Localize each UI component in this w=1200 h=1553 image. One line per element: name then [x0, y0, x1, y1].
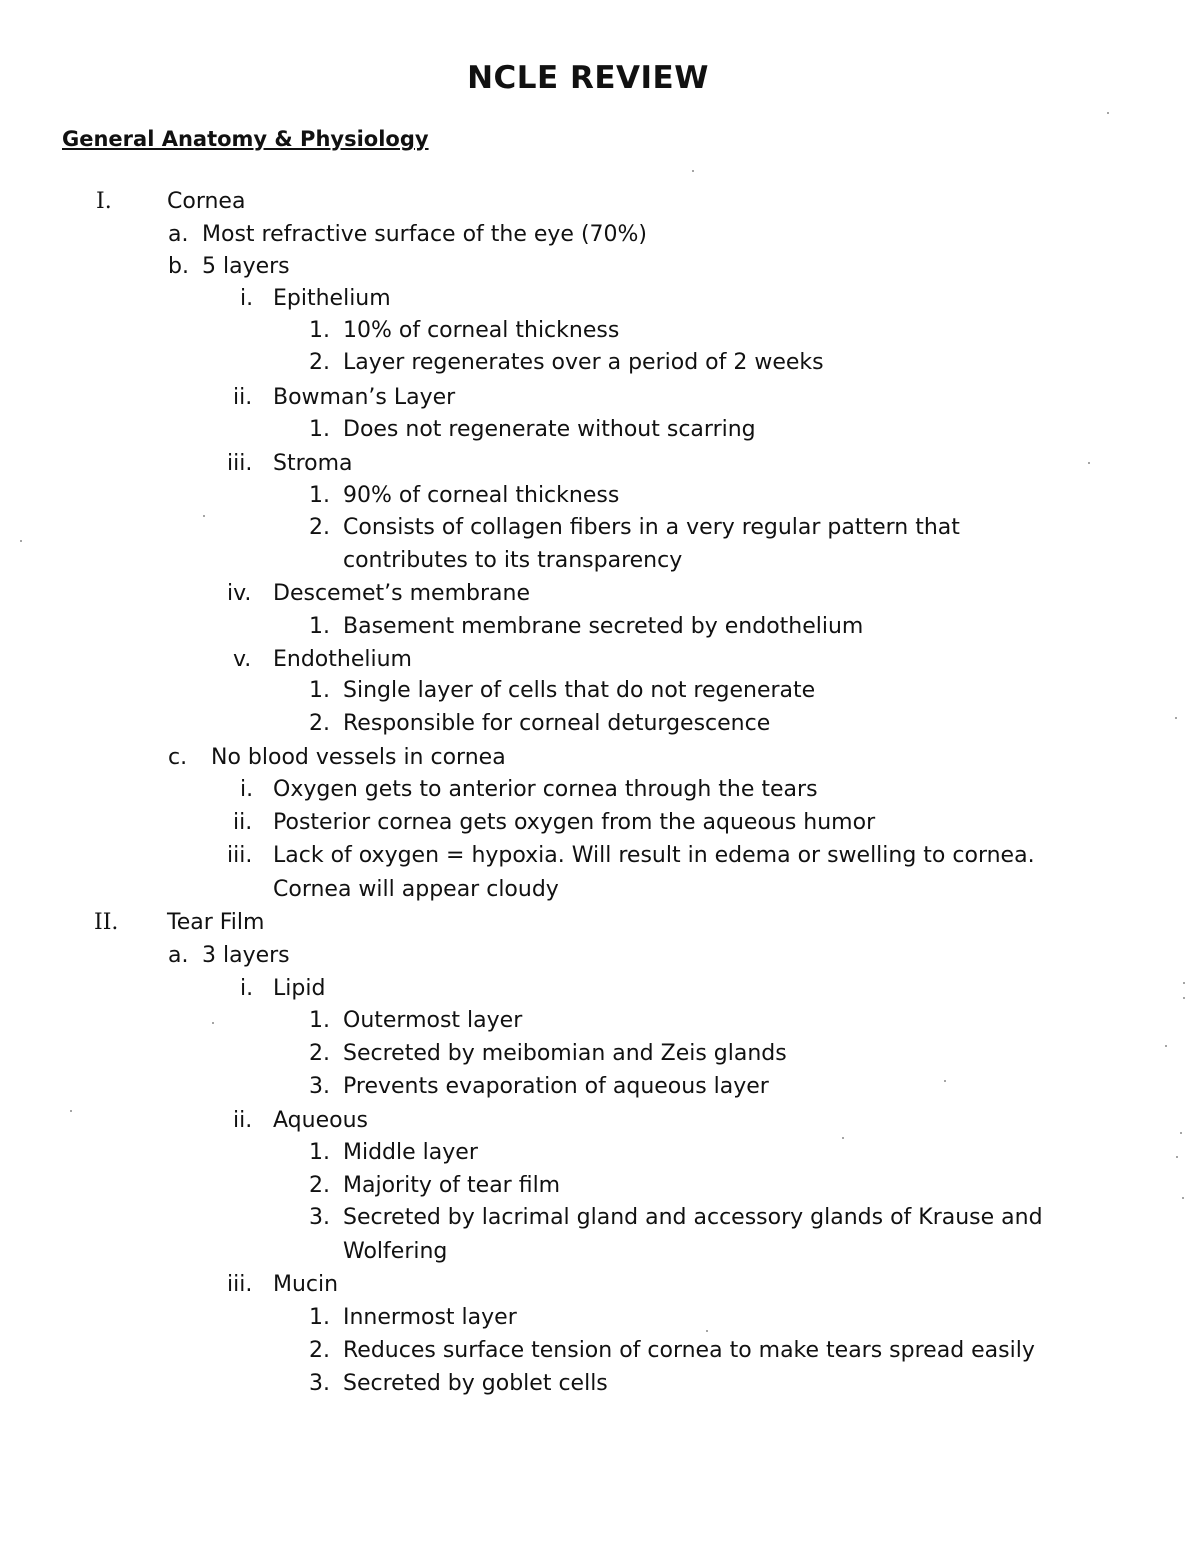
- item-marker: a.: [168, 943, 189, 968]
- item-marker: 1.: [309, 678, 330, 703]
- item-text: contributes to its transparency: [343, 548, 683, 573]
- item-text: Outermost layer: [343, 1008, 523, 1033]
- item-text: 5 layers: [202, 254, 290, 279]
- item-text: Layer regenerates over a period of 2 weeks: [343, 350, 824, 375]
- scan-speck: [944, 1080, 946, 1082]
- item-text: Secreted by goblet cells: [343, 1371, 608, 1396]
- scan-speck: [706, 1330, 708, 1332]
- item-marker: 2.: [309, 1173, 330, 1198]
- scan-speck: [1183, 997, 1185, 999]
- item-marker: i.: [240, 777, 254, 802]
- item-text: Secreted by lacrimal gland and accessory glands of Krause and: [343, 1205, 1043, 1230]
- scan-speck: [70, 1110, 72, 1112]
- item-marker: i.: [240, 976, 254, 1001]
- scan-speck: [212, 1022, 214, 1024]
- item-text: Secreted by meibomian and Zeis glands: [343, 1041, 787, 1066]
- item-text: Prevents evaporation of aqueous layer: [343, 1074, 769, 1099]
- item-marker: iii.: [227, 1272, 253, 1297]
- item-marker: ii.: [233, 810, 253, 835]
- item-marker: iii.: [227, 843, 253, 868]
- item-text: Aqueous: [273, 1108, 368, 1133]
- item-text: Endothelium: [273, 647, 412, 672]
- item-text: Consists of collagen fibers in a very regular pattern that: [343, 515, 960, 540]
- scan-speck: [692, 170, 694, 172]
- item-marker: 2.: [309, 1041, 330, 1066]
- scan-speck: [1182, 1197, 1184, 1199]
- scan-speck: [1183, 982, 1185, 984]
- item-text: Lack of oxygen = hypoxia. Will result in edema or swelling to cornea.: [273, 843, 1035, 868]
- item-marker: 1.: [309, 614, 330, 639]
- item-marker: b.: [168, 254, 189, 279]
- scan-speck: [842, 1137, 844, 1139]
- item-marker: ii.: [233, 1108, 253, 1133]
- item-marker: 1.: [309, 1305, 330, 1330]
- item-text: Cornea will appear cloudy: [273, 877, 559, 902]
- item-marker: 2.: [309, 515, 330, 540]
- item-marker: ii.: [233, 385, 253, 410]
- item-marker: 2.: [309, 711, 330, 736]
- item-text: Cornea: [167, 189, 246, 214]
- item-text: Responsible for corneal deturgescence: [343, 711, 771, 736]
- item-text: Stroma: [273, 451, 353, 476]
- item-text: Bowman’s Layer: [273, 385, 456, 410]
- item-marker: 1.: [309, 417, 330, 442]
- item-marker: 3.: [309, 1074, 330, 1099]
- item-text: Reduces surface tension of cornea to make tears spread easily: [343, 1338, 1035, 1363]
- page-title: NCLE REVIEW: [467, 60, 709, 96]
- item-marker: i.: [240, 286, 254, 311]
- item-text: Majority of tear film: [343, 1173, 561, 1198]
- item-text: Lipid: [273, 976, 326, 1001]
- item-marker: 1.: [309, 1008, 330, 1033]
- item-text: Most refractive surface of the eye (70%): [202, 222, 648, 247]
- item-marker: I.: [96, 189, 112, 214]
- scan-speck: [1107, 112, 1109, 114]
- item-marker: II.: [94, 910, 119, 935]
- item-marker: 1.: [309, 483, 330, 508]
- item-text: Wolfering: [343, 1239, 448, 1264]
- item-marker: iii.: [227, 451, 253, 476]
- item-text: Tear Film: [167, 910, 265, 935]
- item-text: Epithelium: [273, 286, 391, 311]
- item-text: Oxygen gets to anterior cornea through the tears: [273, 777, 818, 802]
- item-text: No blood vessels in cornea: [211, 745, 506, 770]
- scan-speck: [1180, 1132, 1182, 1134]
- item-marker: 1.: [309, 318, 330, 343]
- item-marker: iv.: [227, 581, 252, 606]
- item-text: Posterior cornea gets oxygen from the aqueous humor: [273, 810, 876, 835]
- section-heading: General Anatomy & Physiology: [62, 127, 429, 151]
- item-text: 90% of corneal thickness: [343, 483, 620, 508]
- item-marker: 2.: [309, 350, 330, 375]
- item-text: Middle layer: [343, 1140, 478, 1165]
- item-text: Basement membrane secreted by endothelium: [343, 614, 864, 639]
- item-text: 3 layers: [202, 943, 290, 968]
- item-text: Innermost layer: [343, 1305, 517, 1330]
- item-marker: v.: [233, 647, 252, 672]
- item-text: 10% of corneal thickness: [343, 318, 620, 343]
- scan-speck: [1165, 1045, 1167, 1047]
- item-marker: c.: [168, 745, 188, 770]
- scan-speck: [1176, 1156, 1178, 1158]
- scan-speck: [20, 540, 22, 542]
- scan-speck: [1088, 462, 1090, 464]
- item-marker: 1.: [309, 1140, 330, 1165]
- item-marker: 2.: [309, 1338, 330, 1363]
- item-marker: 3.: [309, 1371, 330, 1396]
- item-text: Does not regenerate without scarring: [343, 417, 756, 442]
- item-text: Mucin: [273, 1272, 339, 1297]
- item-text: Single layer of cells that do not regenerate: [343, 678, 816, 703]
- item-marker: a.: [168, 222, 189, 247]
- scan-speck: [203, 515, 205, 517]
- scan-speck: [1175, 717, 1177, 719]
- item-text: Descemet’s membrane: [273, 581, 530, 606]
- item-marker: 3.: [309, 1205, 330, 1230]
